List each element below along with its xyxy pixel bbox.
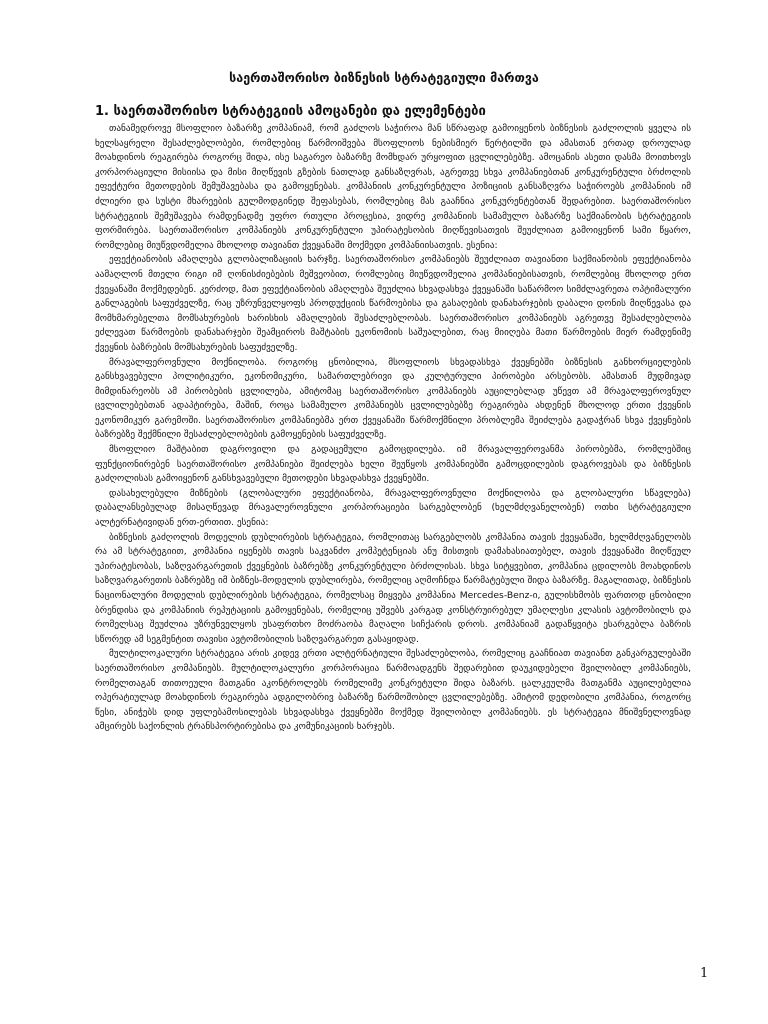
paragraph: მრავალფეროვნული მოქნილობა. როგორც ცნობილია, მსოფლიოს სხვადასხვა ქვეყნებში ბიზნესის განხორციელების განსხვავებული პოლიტიკური, ეკონომიკური, სამართლებრივი და კულტურული პირობები არსებობს. ამასთან მუდმივად მიმდინარეობს ამ პირობების ცვლილება, ამიტომაც საერთაშორისო კომპანიებს აუცილებლად უწევთ ამ მრავალფეროვნულ ცვლილებებთან ადაპტირება, მაშინ, როცა სამამულო კომპანიებს ცვლილებებზე რეაგირება ახდენენ მხოლოდ ერთი ქვეყნის ეკონომიკურ გარემოში. საერთაშორისო კომპანიებმა ერთ ქვეყანაში წარმოქმნილი პრობლემა შეიძლება გადაჭრან სხვა ქვეყნების ბაზრებზე შექმნილი შესაძლებლობების გამოყენების საფუძველზე. — [95, 356, 691, 441]
page-number: 1 — [700, 966, 709, 981]
paragraph: თანამედროვე მსოფლიო ბაზარზე კომპანიამ, რომ გაძლოს საჭიროა მან სწრაფად გამოიყენოს ბიზნესის გაძლოლის ყველა ის ხელსაყრელი შესაძლებლობები, რომლებიც წარმოიშვება მსოფლიოს ნებისმიერ წერტილში და ამასთან ერთად დროულად მოახდინოს რეაგირება როგორც შიდა, ისე საგარეო ბაზარზე მომხდარ ურყოფით ცვლილებებზე. ამოცანის ასეთი დასმა მოითხოვს კორპორაციული მისიისა და მისი მიღწევის გზების ნათლად განსაზღვრას, აგრეთვე სხვა კომპანიებთან კონკურენტული ბრძოლის ეფექტური მეთოდების შემუშავებასა და გამოყენებას. კომპანიის კონკურენტული პოზიციის განსაზღვრა საჭიროებს კომპანიის იმ ძლიერი და სუსტი მხარეების გულმოდგინედ შეფასებას, რომლებიც მას გააჩნია კონკურენტებთან შედარებით. საერთაშორისო სტრატეგიის შემუშავება რამდენადმე უფრო რთული პროცესია, ვიდრე კომპანიის სამამულო ბაზარზე საქმიანობის სტრატეგიის ფორმირება. საერთაშორისო კომპანიებს კონკურენტული უპირატესობის მიღწევისათვის შეუძლიათ გამოიყენონ სამი წყარო, რომლებიც მიუწვდომელია მხოლოდ თავიანთ ქვეყანაში მოქმედი კომპანიისათვის. ესენია: — [95, 123, 691, 251]
paragraph: მსოფლიო მაშტაბით დაგროვილი და გადაცემული გამოცდილება. იმ მრავალფეროვანმა პირობებმა, რომლებშიც ფუნქციონირებენ საერთაშორისო კომპანიები შეიძლება ხელი შეუწყოს კომპანიებში გამოცდილების დაგროვებას და ბიზნესის გაძღოლისას გამოიყენონ განსხვავებული მეთოდები სხვადასხვა ქვეყნებში. — [95, 444, 691, 485]
paragraph: ეფექტიანობის ამაღლება გლობალიზაციის ხარჯზე. საერთაშორისო კომპანიებს შეუძლიათ თავიანთი საქმიანობის ეფექტიანობა აამაღლონ მთელი რიგი იმ ღონისძიებების მეშვეობით, რომლებიც მიუწვდომელია კომპანიებისათვის, რომლებიც მხოლოდ ერთ ქვეყანაში მოქმედებენ. კერძოდ, მათ ეფექტიანობის ამაღლება შეუძლია სხვადასხვა ქვეყანაში საწარმოო სიმძლავრეთა ოპტიმალური განლაგების საფუძველზე, რაც უზრუნველყოფს პროდუქციის წარმოებისა და გასაღების დანახარჯების დაბალი დონის მიღწევასა და მომხმარებელთა მომსახურების ხარისხის ამაღლების შესაძლებლობას. საერთაშორისო კომპანიებს აგრეთვე შესაძლებლობა ეძლევათ წარმოების დანახარჯები შეამციროს მაშტაბის ეკონომიის საშუალებით, რაც მიიღება მათი წარმოების მიერ რამდენიმე ქვეყნის ბაზრების მომსახურების საფუძველზე. — [95, 254, 691, 353]
paragraph: დასახელებული მიზნების (გლობალური ეფექტიანობა, მრავალფეროვნული მოქნილობა და გლობალური სწავლება) დაბალანსებულად მისაღწევად მრავალეროვნული კორპორაციები სარგებლობენ (ხელმძღვანელობენ) ოთხი სტრატეგიული ალტერნატივიდან ერთ-ერთით. ესენია: — [95, 487, 691, 529]
section-heading: 1. საერთაშორისო სტრატეგიის ამოცანები და ელემენტები — [95, 104, 486, 119]
document-title: საერთაშორისო ბიზნესის სტრატეგიული მართვა — [229, 70, 539, 85]
paragraph: მულტილოკალური სტრატეგია არის კიდევ ერთი ალტერნატიული შესაძლებლობა, რომელიც გააჩნიათ თავიანთ განკარგულებაში საერთაშორისო კომპანიებს. მულტილოკალური კორპორაცია წარმოადგენს შედარებით დაუკიდებელი შვილობილ კომპანიებს, რომელთაგან თითოეული მათგანი აკონტროლებს რომელიმე კონკრეტული შიდა ბაზარს. ცალკეულმა მათგანმა აუცილებელია ოპერატიულად მოახდინოს რეაგირება ადგილობრივ ბაზარზე წარმოშობილ ცვლილებებზე. ამიტომ დედობილი კომპანია, როგორც წესი, ანიჭებს დიდ უფლებამოსილებას სხვადასხვა ქვეყნებში მოქმედ შვილობილ კომპანიებს. ეს სტრატეგია მნიშვნელოვნად ამცირებს საქონლის ტრანსპორტირებისა და კომუნიკაციის ხარჯებს. — [95, 648, 691, 733]
document-body — [95, 122, 691, 735]
paragraph: ბიზნესის გაძღოლის მოდელის დუბლირების სტრატეგია, რომლითაც სარგებლობს კომპანია თავის ქვეყანაში, ხელმძღვანელობს რა ამ სტრატეგიით, კომპანია იყენებს თავის საკვანძო კომპეტენციას ანუ მისთვის დამახასიათებელ, თავის ქვეყანაში მიღწეულ უპირატესობას, საზღვარგარეთის ქვეყნების ბაზრებზე კონკურენტული ბრძოლისას. სხვა სიტყვებით, კომპანია ცდილობს მოახდინოს საზღვარგარეთის ბაზრებზე იმ ბიზნეს-მოდელის დუბლირება, რომელიც აღმოჩნდა წარმატებული შიდა ბაზარზე. მაგალითად, ბიზნესის ნაციონალური მოდელის დუბლირების სტრატეგია, რომელსაც მიყვება კომპანია Mercedes-Benz-ი, გულისხმობს ფართოდ ცნობილი ბრენდისა და კომპანიის რეპუტაციის გამოყენებას, რომელიც უშვებს კარგად კონსტრუირებულ უმაღლესი კლასის ავტომობილს და რომელსაც შეუძლია უზრუნველყოს უსაფრთხო მოძრაობა მაღალი სიჩქარის დროს. კომპანიამ გადაწყვიტა ესარგებლა ბაზრის სწორედ ამ სეგმენტით თავისი ავტომობილის საზღვარგარეთ გასაყიდად. — [95, 531, 691, 645]
